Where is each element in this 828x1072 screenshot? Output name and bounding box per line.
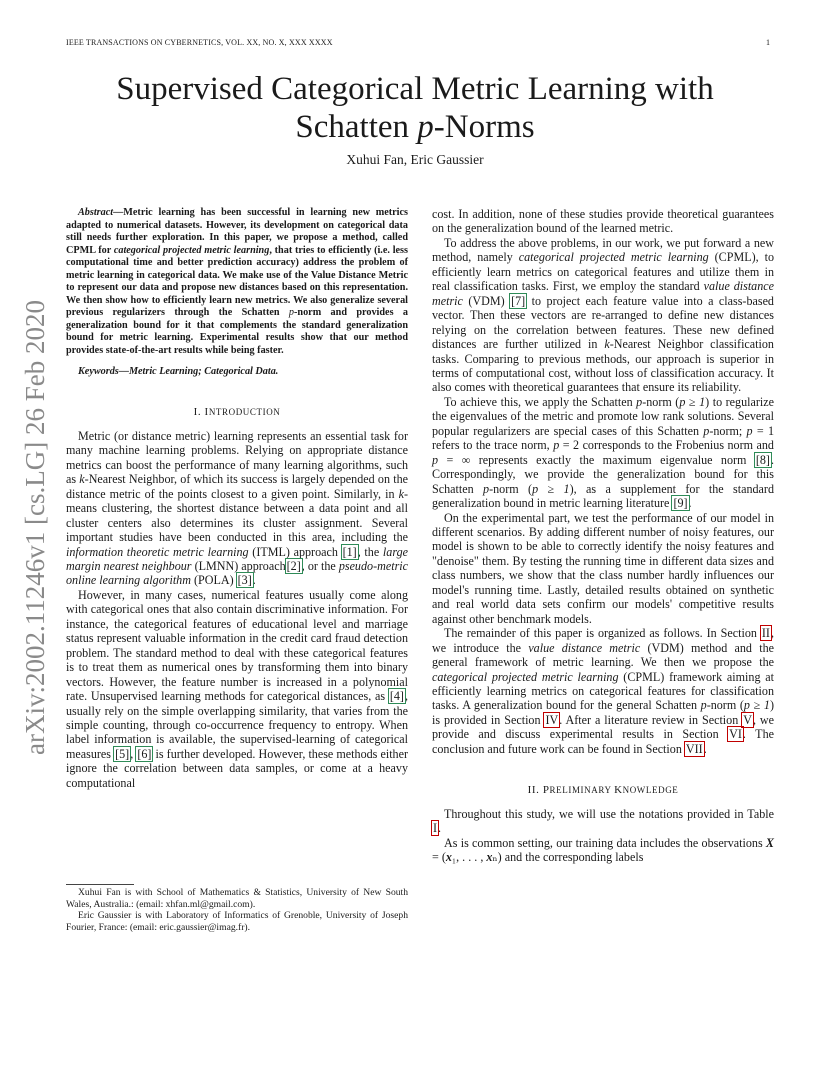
text-run: -Nearest Neighbor classification tasks. Comparing to previous methods, our approach is superior in terms of computational cost, without loss of classification accuracy. It also comes with theoretical guarantees that ensure its reliability.	[432, 337, 774, 395]
method-name-pola: pseudo-metric online learning algorithm	[66, 558, 408, 588]
method-name-cpml: categorical projected metric learning	[518, 250, 709, 265]
math-p: p	[746, 423, 753, 438]
text-run: , we introduce the	[432, 626, 774, 655]
text-run: .	[703, 741, 707, 756]
text-run: -norm (	[706, 698, 744, 713]
text-run: . Correspondingly, we provide the generalization bound for this Schatten	[432, 452, 774, 496]
authors: Xuhui Fan, Eric Gaussier	[346, 152, 484, 167]
text-run: to project each feature value into a class-based vector. Then these vectors are re-arranged to define new distances relying on the correlation between features. These new defined distances are further utilized in	[432, 293, 774, 352]
math-p: p	[432, 452, 439, 467]
citation-link-9[interactable]: [9]	[673, 496, 688, 511]
text-run: -means clustering, the shortest distance between a data point and all cluster centers also determines its cluster assignment. Several important studies have been conducted in this area, including the	[66, 486, 408, 545]
title-line-2-suffix: -Norms	[433, 109, 535, 145]
text-run: = 2 corresponds to the Frobenius norm and	[559, 438, 774, 453]
footnote-author-1: Xuhui Fan is with School of Mathematics & Statistics, University of New South Wales, Australia.: (email: xhfan.ml@gmail.com).	[66, 887, 408, 910]
citation-link-6[interactable]: [6]	[137, 746, 152, 761]
running-head: IEEE TRANSACTIONS ON CYBERNETICS, VOL. XX, NO. X, XXX XXXX	[66, 38, 333, 47]
method-name-itml: information theoretic metric learning	[66, 544, 249, 559]
math-p-geq-1: p ≥ 1	[743, 698, 770, 713]
arxiv-stamp-text: arXiv:2002.11246v1 [cs.LG] 26 Feb 2020	[20, 300, 50, 755]
math-p: p	[703, 423, 710, 438]
math-p-geq-1: p ≥ 1	[532, 481, 570, 496]
text-run: , or the	[301, 558, 339, 573]
text-run: Metric (or distance metric) learning represents an essential task for many machine learning problems. Relying on appropriate distance metrics can boost the performance of many learning algorithms, such as	[66, 428, 408, 487]
section-heading-first-letter: K	[614, 784, 623, 797]
section-heading-introduction	[66, 405, 408, 419]
page-number: 1	[766, 38, 770, 47]
title-line-2-variable: p	[417, 109, 434, 145]
text-run: . The conclusion and future work can be found in Section	[432, 727, 774, 756]
intro-paragraph-2	[66, 588, 408, 790]
right-column	[432, 207, 774, 864]
text-run: . After a literature review in Section	[559, 712, 743, 727]
text-run: The remainder of this paper is organized as follows. In Section	[444, 626, 761, 641]
text-run: As is common setting, our training data includes the observations	[444, 835, 766, 850]
intro-paragraph-5: On the experimental part, we test the performance of our model in different scenarios. By adding different number of noisy features, our model is shown to be able to correctly identify the noisy features and "denoise" them. By testing the running time in different data sizes and class numbers, we show that the class number hardly influences our model's running time. Lastly, detailed results obtained on synthetic and real world data sets confirm our models' competitive results against other benchmark models.	[432, 510, 774, 626]
citation-link-7[interactable]: [7]	[511, 293, 526, 308]
text-run: , usually rely on the simple overlapping similarity, that varies from the simple counting, through co-occurrence frequency to entropy. When label information is available, the supervised-learning of categorical measures	[66, 689, 408, 761]
text-run: .	[438, 821, 442, 836]
citation-link-1[interactable]: [1]	[342, 544, 357, 559]
text-run: ) to regularize the eigenvalues of the metric and promote low rank solutions. Several popular regularizers are special cases of this Schatten	[432, 394, 774, 438]
text-run: ,	[130, 746, 137, 761]
text-run: (POLA)	[190, 573, 237, 588]
section-link-2[interactable]: II	[761, 626, 770, 641]
intro-paragraph-4	[432, 395, 774, 511]
math-k: k	[604, 337, 610, 352]
left-column	[66, 207, 408, 790]
section-heading-preliminary-knowledge	[432, 783, 774, 797]
title-line-2-prefix: Schatten	[295, 109, 418, 145]
text-run: (VDM) method and the general framework of metric learning. We then we propose the	[432, 640, 774, 670]
text-run: = 1 refers to the trace norm,	[432, 423, 774, 453]
text-run: -norm (	[489, 481, 533, 496]
footnote-rule	[66, 884, 134, 885]
section-heading-first-letter: I	[204, 406, 209, 419]
abstract-text-1: —Metric learning has been successful in learning new metrics adapted to numerical datasets. However, its development on categorical data still needs further exploration. In this paper, we propose a method, called CPML for	[66, 207, 408, 256]
section-heading-rest: RELIMINARY	[549, 785, 615, 796]
math-k: k	[398, 486, 404, 501]
citation-link-2[interactable]: [2]	[286, 558, 301, 573]
abstract-text-em: categorical projected metric learning	[113, 244, 270, 256]
citation-link-5[interactable]: [5]	[115, 746, 130, 761]
intro-paragraph-3	[432, 236, 774, 395]
text-run: .	[688, 496, 692, 511]
text-run: , we provide and discuss experimental results in Section	[432, 712, 774, 742]
text-run: = (	[432, 850, 446, 865]
text-run: (ITML) approach	[248, 544, 342, 559]
intro-paragraph-6	[432, 626, 774, 756]
paper-title	[80, 70, 750, 146]
math-x: x	[445, 850, 452, 865]
text-run: To address the above problems, in our work, we put forward a new method, namely	[432, 235, 774, 265]
citation-link-8[interactable]: [8]	[755, 452, 770, 467]
prelim-paragraph-2	[432, 836, 774, 865]
intro-paragraph-1	[66, 429, 408, 588]
text-run: (CPML) framework aiming at efficiently learning metrics on categorical features for classification tasks. A generalization bound for the general Schatten	[432, 669, 775, 713]
math-p-geq-1: p ≥ 1	[679, 394, 706, 409]
section-link-5[interactable]: V	[743, 712, 752, 727]
math-p: p	[636, 394, 643, 409]
math-p: p	[553, 438, 560, 453]
text-run: = ∞ represents exactly the maximum eigenvalue norm	[438, 452, 755, 467]
text-run: -norm (	[642, 394, 680, 409]
math-k: k	[79, 472, 85, 487]
prelim-paragraph-1	[432, 807, 774, 836]
method-name-cpml: categorical projected metric learning	[432, 669, 619, 684]
title-line-1: Supervised Categorical Metric Learning with	[116, 71, 714, 107]
section-number: I.	[193, 406, 205, 419]
section-link-7[interactable]: VII	[685, 741, 703, 756]
citation-link-3[interactable]: [3]	[237, 573, 252, 588]
table-link-1[interactable]: I	[433, 821, 438, 836]
math-x: x	[486, 850, 493, 865]
section-number: II.	[527, 784, 543, 797]
footnotes	[66, 887, 408, 933]
text-run: ₙ) and the corresponding labels	[492, 850, 644, 865]
text-run: (LMNN) approach	[191, 558, 286, 573]
text-run: ) is provided in Section	[432, 698, 774, 727]
text-run: -norm;	[709, 423, 747, 438]
section-heading-rest: NTRODUCTION	[208, 407, 281, 418]
abstract-label: Abstract	[78, 207, 114, 218]
abstract-text-p: p	[288, 307, 295, 318]
section-link-4[interactable]: IV	[545, 712, 559, 727]
text-run: , the	[357, 544, 383, 559]
footnote-author-2: Eric Gaussier is with Laboratory of Informatics of Grenoble, University of Joseph Fourier, France: (email: eric.gaussier@imag.fr).	[66, 910, 408, 933]
intro-paragraph-2-continued: cost. In addition, none of these studies provide theoretical guarantees on the generalization bound of the learned metric.	[432, 207, 774, 236]
abstract-text-3: -norm and provides a generalization bound for it that complements the standard generalization bound for metric learning. Experimental results show that our method provides state-of-the-art results while being faster.	[66, 307, 409, 356]
text-run: (VDM)	[462, 293, 511, 308]
section-heading-rest: NOWLEDGE	[622, 785, 679, 796]
math-p: p	[700, 698, 707, 713]
text-run: (CPML), to efficiently learn metrics on categorical features and utilize them in real classification tasks. First, we employ the standard	[432, 250, 774, 294]
text-run: is further developed. However, these methods either ignore the correlation between data samples, or come at a heavy computational	[66, 746, 408, 790]
text-run: ), as a supplement for the standard generalization bound in metric learning literature	[432, 481, 774, 511]
text-run: However, in many cases, numerical features usually come along with categorical ones that also contain discriminative information. For instance, the categorical features of educational level and marriage status represent valuable information in the credit card fraud detection problem. The standard method to deal with these categorical features is to treat them as numerical ones by transforming them into binary vectors. However, the feature number is increased in a polynomial rate. Unsupervised learning methods for categorical distances, as	[66, 587, 408, 704]
method-name-vdm: value distance metric	[432, 279, 775, 308]
math-p: p	[483, 481, 490, 496]
section-heading-first-letter: P	[542, 784, 550, 797]
method-name-lmnn: large margin nearest neighbour	[66, 544, 408, 573]
keywords: Keywords—Metric Learning; Categorical Data.	[78, 366, 279, 377]
abstract	[66, 207, 408, 357]
text-run: -Nearest Neighbor, of which its success is largely depended on the distance metric of the points closest to a given point. Similarly, in	[66, 472, 408, 501]
section-link-6[interactable]: VI	[729, 727, 742, 742]
text-run: ₁, . . . ,	[451, 850, 487, 865]
math-X: X	[765, 835, 774, 850]
abstract-text-2: , that tries to efficiently (i.e. less computational time and better prediction accuracy) address the problem of metric learning in categorical data. We make use of the Value Distance Metric to represent our data and propose new distances based on this representation. We then show how to efficiently learn new metrics. We also generalize several previous regularizers through the Schatten	[66, 244, 408, 318]
text-run: Throughout this study, we will use the notations provided in Table	[444, 806, 774, 821]
citation-link-4[interactable]: [4]	[389, 689, 404, 704]
text-run: To achieve this, we apply the Schatten	[444, 394, 637, 409]
text-run: .	[252, 573, 256, 588]
method-name-vdm: value distance metric	[528, 640, 641, 655]
